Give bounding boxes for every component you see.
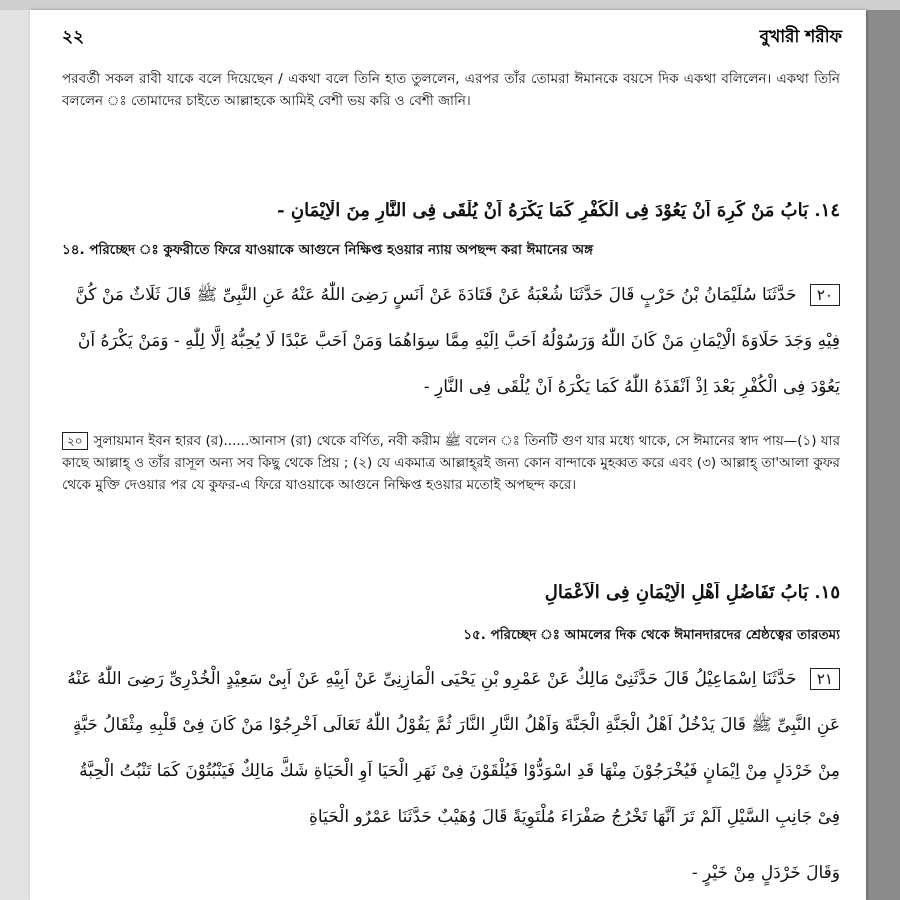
intro-paragraph: পরবর্তী সকল রাবী যাকে বলে দিয়েছেন / একথা বলে তিনি হাত তুললেন, এরপর তাঁর তোমরা ঈমানকে বয়সে দিক একথা বলিলেন। একথা তিনি বললেন ঃ তোমাদের চাইতে আল্লাহকে আমিই বেশী ভয় করি ও বেশী জানি। — [62, 71, 840, 109]
page-number: ২২ — [62, 27, 85, 47]
chapter-14-bengali-heading: ১৪. পরিচ্ছেদ ঃ কুফরীতে ফিরে যাওয়াকে আগুনে নিক্ষিপ্ত হওয়ার ন্যায় অপছন্দ করা ঈমানের অঙ্গ — [62, 242, 594, 258]
hadith-20-number: ٢٠ — [810, 284, 840, 306]
translation-20-number: ২০ — [62, 432, 88, 450]
chapter-15-bengali-heading: ১৫. পরিচ্ছেদ ঃ আমলের দিক থেকে ঈমানদারদের শ্রেষ্ঠত্বের তারতম্য — [463, 627, 840, 643]
hadith-20-translation — [62, 430, 840, 540]
hadith-21-text: حَدَّثَنَا اِسْمَاعِيْلُ قَالَ حَدَّثَنِىْ مَالِكٌ عَنْ عَمْرِو بْنِ يَحْيَى الْمَازِنِىِّ عَنْ اَبِيْهِ عَنْ اَبِىْ سَعِيْدٍ الْخُدْرِىِّ رَضِىَ اللّٰهُ عَنْهُ عَنِ النَّبِىِّ ﷺ قَالَ يَدْخُلُ اَهْلُ الْجَنَّةِ الْجَنَّةَ وَاَهْلُ النَّارِ النَّارَ ثُمَّ يَقُوْلُ اللّٰهُ تَعَالَى اَخْرِجُوْا مَنْ كَانَ فِىْ قَلْبِهِ مِثْقَالُ حَبَّةٍ مِنْ خَرْدَلٍ مِنْ اِيْمَانٍ فَيُخْرَجُوْنَ مِنْهَا قَدِ اسْوَدُّوْا فَيُلْقَوْنَ فِىْ نَهَرِ الْحَيَا اَوِ الْحَيَاةِ شَكَّ مَالِكٌ فَيَنْبُتُوْنَ كَمَا تَنْبُتُ الْحِبَّةُ فِىْ جَانِبِ السَّيْلِ اَلَمْ تَرَ اَنَّهَا تَخْرُجُ صَفْرَاءَ مُلْتَوِيَةً قَالَ وُهَيْبٌ حَدَّثَنَا عَمْرٌو الْحَيَاةِ — [67, 669, 840, 827]
translation-20-text: সুলায়মান ইবন হারব (র)......আনাস (রা) থেকে বর্ণিত, নবী করীম ﷺ বলেন ঃ তিনটি গুণ যার মধ্যে থাকে, সে ঈমানের স্বাদ পায়—(১) যার কাছে আল্লাহ্‌ ও তাঁর রাসূল অন্য সব কিছু থেকে প্রিয় ; (২) যে একমাত্র আল্লাহ্‌রই জন্য কোন বান্দাকে মুহব্বত করে এবং (৩) আল্লাহ্‌ তা'আলা কুফর থেকে মুক্তি দেওয়ার পর যে কুফর-এ ফিরে যাওয়াকে আগুনে নিক্ষিপ্ত হওয়ার মতোই অপছন্দ করে। — [62, 433, 840, 493]
running-title: বুখারী শরীফ — [759, 27, 842, 47]
chapter-15-arabic-heading: ١٥. بَابُ تَفَاضُلِ اَهْلِ الْاِيْمَانِ فِى الْاَعْمَالِ — [544, 582, 840, 603]
document-page — [30, 10, 866, 900]
viewer-scrollbar-track[interactable] — [866, 10, 900, 900]
page-header — [62, 24, 842, 52]
hadith-20-text: حَدَّثَنَا سُلَيْمَانُ بْنُ حَرْبٍ قَالَ حَدَّثَنَا شُعْبَةُ عَنْ قَتَادَةَ عَنْ اَنَسٍ رَضِىَ اللّٰهُ عَنْهُ عَنِ النَّبِىِّ ﷺ قَالَ ثَلَاثٌ مَنْ كُنَّ فِيْهِ وَجَدَ حَلَاوَةَ الْاِيْمَانِ مَنْ كَانَ اللّٰهُ وَرَسُوْلُهُ اَحَبَّ اِلَيْهِ مِمَّا سِوَاهُمَا وَمَنْ اَحَبَّ عَبْدًا لَا يُحِبُّهُ اِلَّا لِلّٰهِ - وَمَنْ يَكْرَهُ اَنْ يَعُوْدَ فِى الْكُفْرِ بَعْدَ اِذْ اَنْقَذَهُ اللّٰهُ كَمَا يَكْرَهُ اَنْ يُلْقَى فِى النَّارِ - — [75, 285, 840, 397]
chapter-14-arabic-heading: ١٤. بَابُ مَنْ كَرِهَ اَنْ يَعُوْدَ فِى الْكُفْرِ كَمَا يَكْرَهُ اَنْ يُلْقَى فِى النَّارِ مِنَ الْاِيْمَانِ - — [277, 200, 840, 221]
hadith-21-arabic — [62, 656, 840, 846]
viewer-left-gutter — [0, 10, 30, 900]
hadith-21-number: ٢١ — [810, 668, 840, 690]
hadith-20-arabic — [62, 272, 840, 420]
hadith-21-arabic-last-line: وَقَالَ خَرْدَلٍ مِنْ خَيْرٍ - — [691, 863, 840, 883]
